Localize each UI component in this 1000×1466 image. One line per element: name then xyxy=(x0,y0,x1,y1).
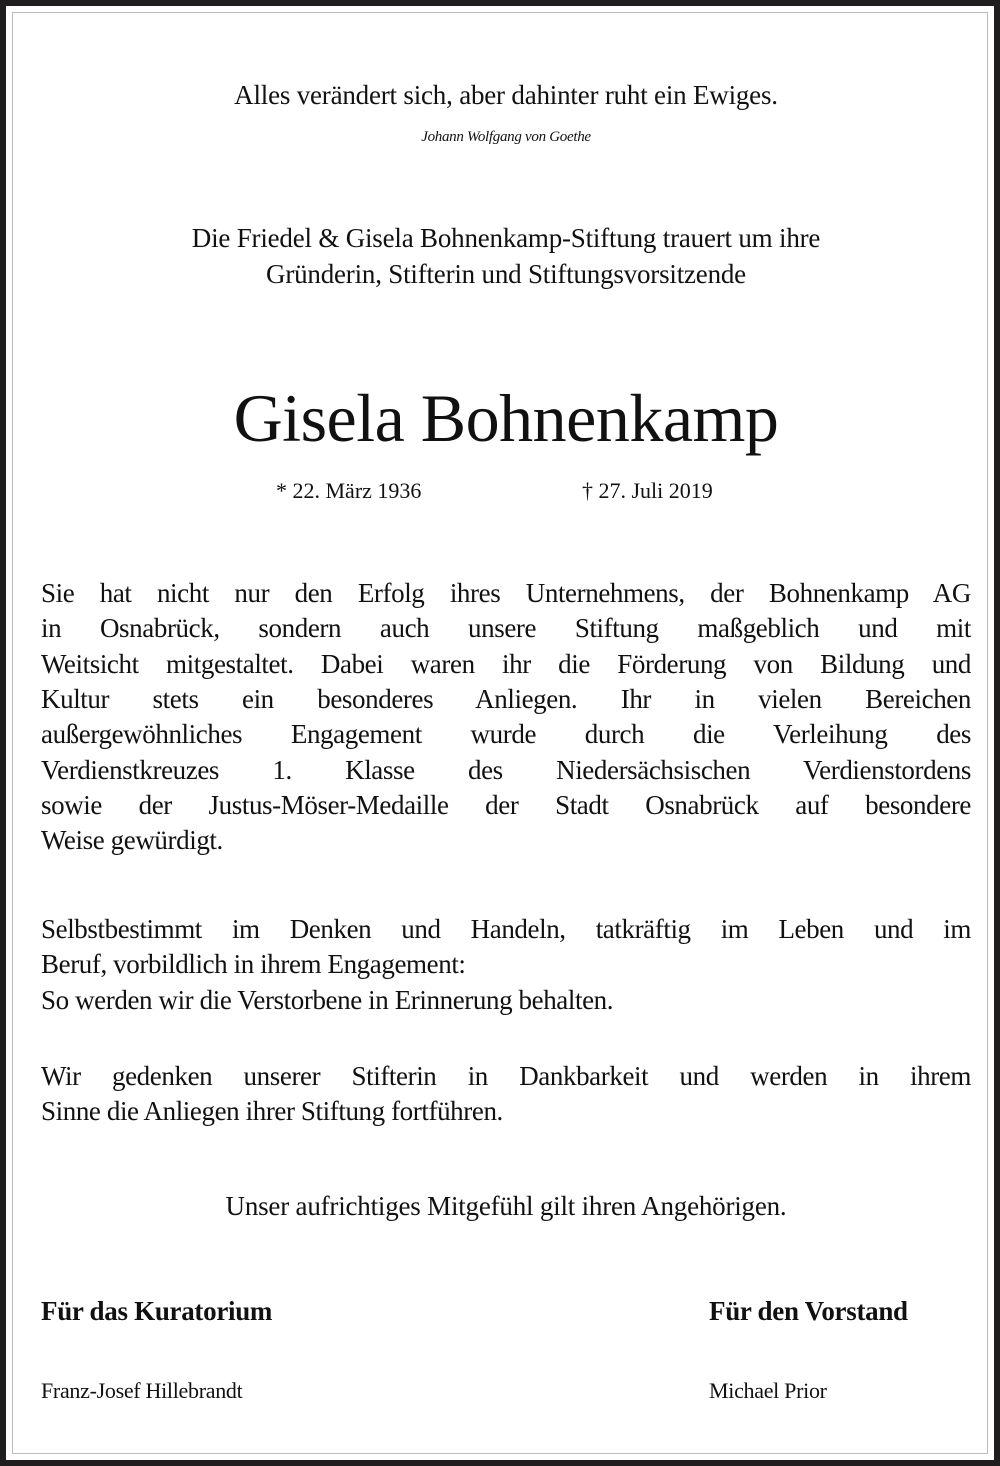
intro-line: Gründerin, Stifterin und Stiftungsvorsitzende xyxy=(266,259,746,289)
body-line: So werden wir die Verstorbene in Erinnerung behalten. xyxy=(41,985,614,1015)
body-line: Sie hat nicht nur den Erfolg ihres Unternehmens, der Bohnenkamp AG xyxy=(41,578,971,608)
signatory-name: Franz-Josef Hillebrandt xyxy=(41,1378,243,1403)
closing-line: Unser aufrichtiges Mitgefühl gilt ihren Angehörigen. xyxy=(225,1191,787,1221)
motto-author: Johann Wolfgang von Goethe xyxy=(421,129,591,145)
body-line: Beruf, vorbildlich in ihrem Engagement: xyxy=(41,949,466,979)
signature-heading-kuratorium: Für das Kuratorium xyxy=(41,1296,273,1326)
intro-line: Die Friedel & Gisela Bohnenkamp-Stiftung trauert um ihre xyxy=(191,223,821,253)
motto-quote: Alles verändert sich, aber dahinter ruht ein Ewiges. xyxy=(234,80,778,110)
body-line: Sinne die Anliegen ihrer Stiftung fortführen. xyxy=(41,1096,503,1126)
birth-date: * 22. März 1936 xyxy=(276,478,422,503)
body-line: Selbstbestimmt im Denken und Handeln, tatkräftig im Leben und im xyxy=(41,914,971,944)
body-line: Weise gewürdigt. xyxy=(41,825,223,855)
body-line: Verdienstkreuzes 1. Klasse des Niedersächsischen Verdienstordens xyxy=(41,755,971,785)
body-line: Weitsicht mitgestaltet. Dabei waren ihr die Förderung von Bildung und xyxy=(41,649,971,679)
body-line: außergewöhnliches Engagement wurde durch die Verleihung des xyxy=(41,719,971,749)
body-line: Kultur stets ein besonderes Anliegen. Ihr in vielen Bereichen xyxy=(41,684,971,714)
death-date: † 27. Juli 2019 xyxy=(582,478,713,503)
signatory-name: Michael Prior xyxy=(709,1378,827,1403)
body-line: sowie der Justus-Möser-Medaille der Stadt Osnabrück auf besondere xyxy=(41,790,971,820)
body-line: Wir gedenken unserer Stifterin in Dankbarkeit und werden in ihrem xyxy=(41,1061,971,1091)
body-line: in Osnabrück, sondern auch unsere Stiftung maßgeblich und mit xyxy=(41,613,971,643)
signature-heading-vorstand: Für den Vorstand xyxy=(709,1296,908,1326)
deceased-name: Gisela Bohnenkamp xyxy=(233,380,779,456)
